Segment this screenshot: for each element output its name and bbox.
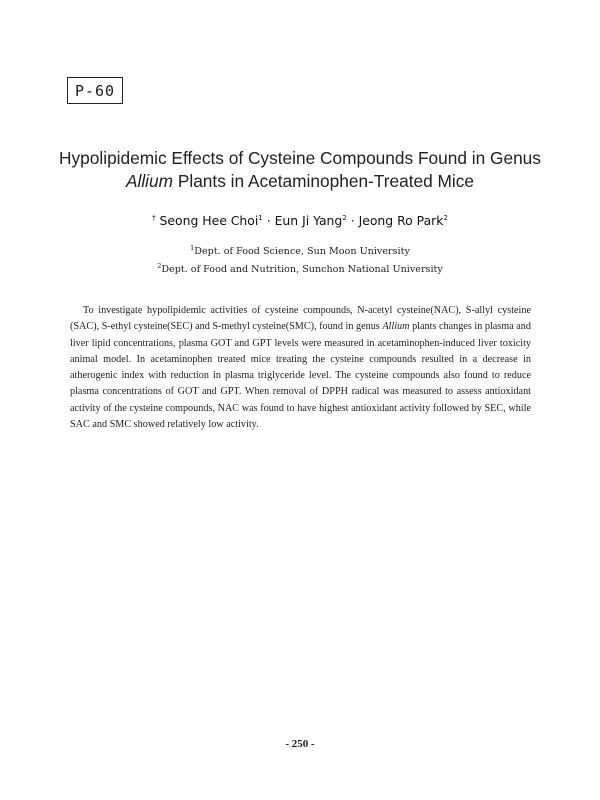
affiliations [40, 241, 560, 277]
affiliation-line [40, 259, 560, 277]
page-number: - 250 - [285, 738, 315, 750]
title-line-2 [40, 170, 560, 193]
title-genus: Allium [125, 171, 174, 191]
title-line-2-rest: Plants in Acetaminophen-Treated Mice [173, 171, 475, 191]
abstract-text: To investigate hypolipidemic activities of cysteine compounds, N-acetyl cysteine(NAC), S-allyl cysteine (SAC), S-ethyl cysteine(SEC) and S-methyl cysteine(SMC), found in genus [70, 305, 531, 333]
paper-title [40, 147, 560, 193]
author-affil-ref: 1 [258, 214, 263, 222]
author-separator: · [346, 213, 359, 228]
abstract-genus: Allium [382, 321, 410, 333]
author-name: Seong Hee Choi [159, 213, 259, 228]
author-name: Eun Ji Yang [274, 213, 343, 228]
author-affil-ref: 2 [342, 214, 347, 222]
abstract-paragraph [70, 303, 531, 433]
affiliation-line [40, 241, 560, 259]
affiliation-text: Dept. of Food Science, Sun Moon University [194, 246, 410, 257]
author-separator: · [262, 213, 275, 228]
affiliation-number: 1 [190, 244, 195, 252]
affiliation-number: 2 [157, 262, 162, 270]
title-line-1: Hypolipidemic Effects of Cysteine Compounds Found in Genus [59, 148, 541, 168]
author-affil-ref: 2 [443, 214, 448, 222]
author-list [40, 213, 560, 228]
abstract-text: plants changes in plasma and liver lipid concentrations, plasma GOT and GPT levels were measured in acetaminophen-induced liver toxicity animal model. In acetaminophen treated mice treating the cysteine compounds resulted in a decrease in atherogenic index with reduction in plasma triglyceride level. The cysteine compounds also found to reduce plasma concentrations of GOT and GPT. When removal of DPPH radical was measured to assess antioxidant activity of the cysteine compounds, NAC was found to have highest antioxidant activity followed by SEC, while SAC and SMC showed relatively low activity. [70, 321, 531, 431]
affiliation-text: Dept. of Food and Nutrition, Sunchon National University [161, 264, 443, 275]
poster-id-box: P-60 [67, 77, 123, 104]
author-name: Jeong Ro Park [358, 213, 444, 228]
corresponding-mark: † [152, 214, 156, 222]
